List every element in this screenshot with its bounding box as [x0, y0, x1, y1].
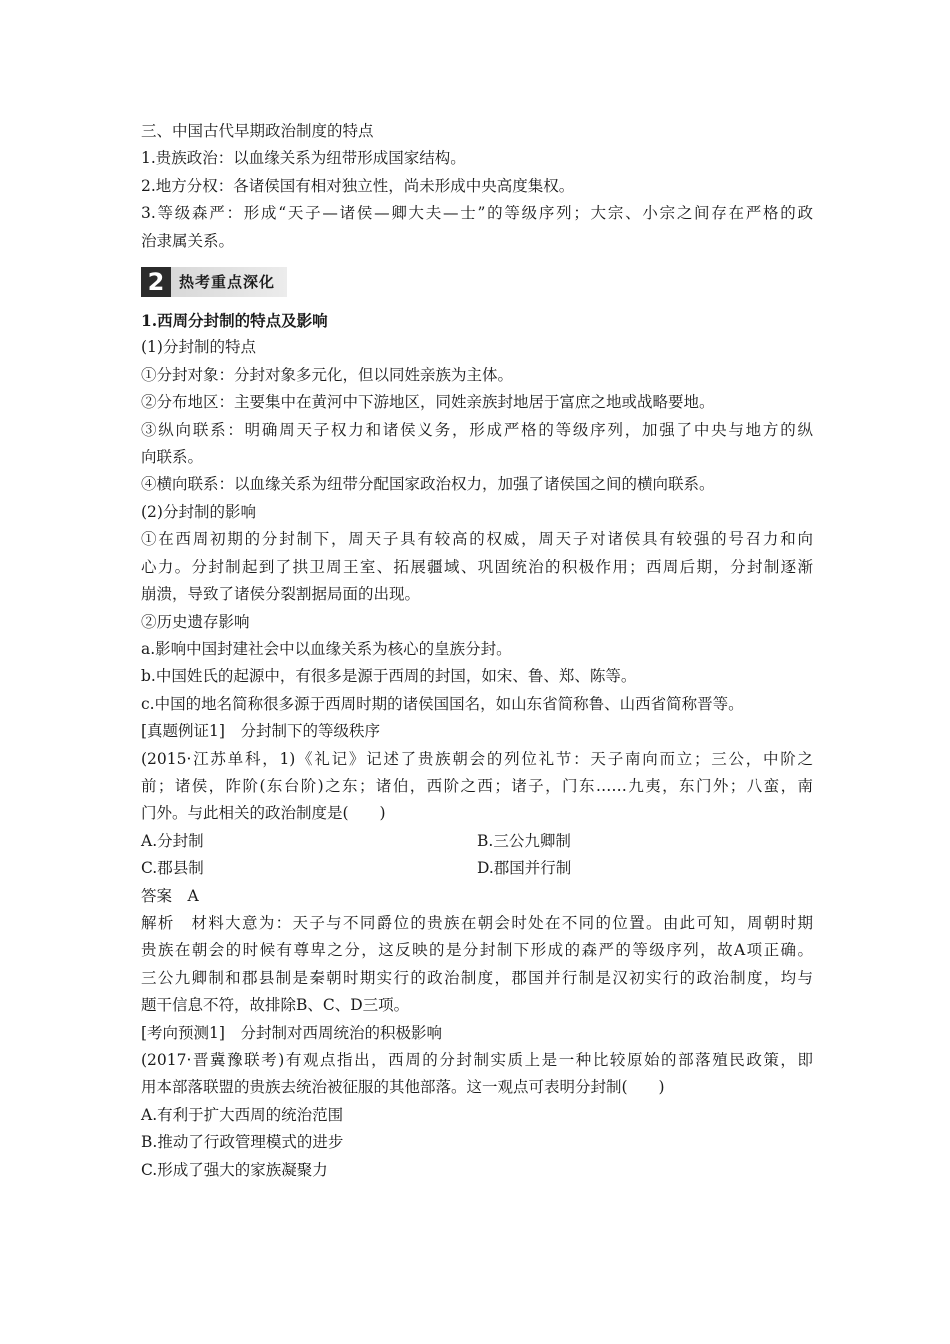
paragraph-line: ①在西周初期的分封制下，周天子具有较高的权威，周天子对诸侯具有较强的号召力和向	[141, 530, 813, 549]
option-c: C.形成了强大的家族凝聚力	[141, 1160, 328, 1179]
option-b: B.推动了行政管理模式的进步	[141, 1133, 344, 1152]
question-line: (2017·晋冀豫联考)有观点指出，西周的分封制实质上是一种比较原始的部落殖民政策，即	[141, 1051, 813, 1069]
answer-line: 答案 A	[141, 886, 199, 905]
topic-heading: 1.西周分封制的特点及影响	[141, 311, 328, 331]
feature-line: 3.等级森严：形成“天子—诸侯—卿大夫—士”的等级序列；大宗、小宗之间存在严格的政	[141, 204, 813, 223]
example-tag: [真题例证1] 分封制下的等级秩序	[141, 722, 380, 741]
option-b: B.三公九卿制	[477, 831, 571, 850]
analysis-line: 解析 材料大意为：天子与不同爵位的贵族在朝会时处在不同的位置。由此可知，周朝时期	[141, 913, 813, 932]
feature-line: 2.地方分权：各诸侯国有相对独立性，尚未形成中央高度集权。	[141, 176, 575, 195]
section-banner	[141, 267, 813, 297]
subheading: (1)分封制的特点	[141, 338, 256, 357]
question-line: 门外。与此相关的政治制度是( )	[141, 804, 386, 823]
prediction-tag: [考向预测1] 分封制对西周统治的积极影响	[141, 1023, 442, 1042]
analysis-line: 三公九卿制和郡县制是秦朝时期实行的政治制度，郡国并行制是汉初实行的政治制度，均与	[141, 968, 813, 987]
question-line: (2015·江苏单科，1)《礼记》记述了贵族朝会的列位礼节：天子南向而立；三公，中阶之	[141, 749, 813, 768]
section-heading: 三、中国古代早期政治制度的特点	[141, 122, 374, 140]
subheading: (2)分封制的影响	[141, 502, 256, 521]
paragraph-line: ④横向联系：以血缘关系为纽带分配国家政治权力，加强了诸侯国之间的横向联系。	[141, 475, 715, 494]
analysis-line: 贵族在朝会的时候有尊卑之分，这反映的是分封制下形成的森严的等级序列，故A项正确。	[141, 941, 813, 960]
feature-line: 治隶属关系。	[141, 231, 235, 250]
paragraph-line: ②分布地区：主要集中在黄河中下游地区，同姓亲族封地居于富庶之地或战略要地。	[141, 393, 715, 412]
paragraph-line: a.影响中国封建社会中以血缘关系为核心的皇族分封。	[141, 639, 512, 658]
paragraph-line: c.中国的地名简称很多源于西周时期的诸侯国国名，如山东省简称鲁、山西省简称晋等。	[141, 694, 744, 713]
analysis-line: 题干信息不符，故排除B、C、D三项。	[141, 996, 410, 1015]
paragraph-line: 向联系。	[141, 448, 204, 467]
question-line: 前；诸侯，阼阶(东台阶)之东；诸伯，西阶之西；诸子，门东……九夷，东门外；八蛮，南	[141, 776, 813, 795]
section-banner-title: 热考重点深化	[171, 267, 287, 297]
option-c: C.郡县制	[141, 859, 204, 878]
options-row	[141, 855, 813, 882]
question-line: 用本部落联盟的贵族去统治被征服的其他部落。这一观点可表明分封制( )	[141, 1078, 665, 1097]
options-row	[141, 828, 813, 855]
document-page	[141, 118, 813, 1184]
option-a: A.有利于扩大西周的统治范围	[141, 1105, 344, 1124]
section-number-badge: 2	[141, 267, 171, 297]
paragraph-line: 心力。分封制起到了拱卫周王室、拓展疆域、巩固统治的积极作用；西周后期，分封制逐渐	[141, 557, 813, 576]
paragraph-line: ②历史遗存影响	[141, 612, 250, 631]
paragraph-line: 崩溃，导致了诸侯分裂割据局面的出现。	[141, 585, 421, 604]
option-d: D.郡国并行制	[477, 859, 572, 878]
option-a: A.分封制	[141, 831, 204, 850]
paragraph-line: ①分封对象：分封对象多元化，但以同姓亲族为主体。	[141, 365, 514, 384]
paragraph-line: ③纵向联系：明确周天子权力和诸侯义务，形成严格的等级序列，加强了中央与地方的纵	[141, 420, 813, 439]
feature-line: 1.贵族政治：以血缘关系为纽带形成国家结构。	[141, 149, 466, 168]
paragraph-line: b.中国姓氏的起源中，有很多是源于西周的封国，如宋、鲁、郑、陈等。	[141, 667, 637, 686]
